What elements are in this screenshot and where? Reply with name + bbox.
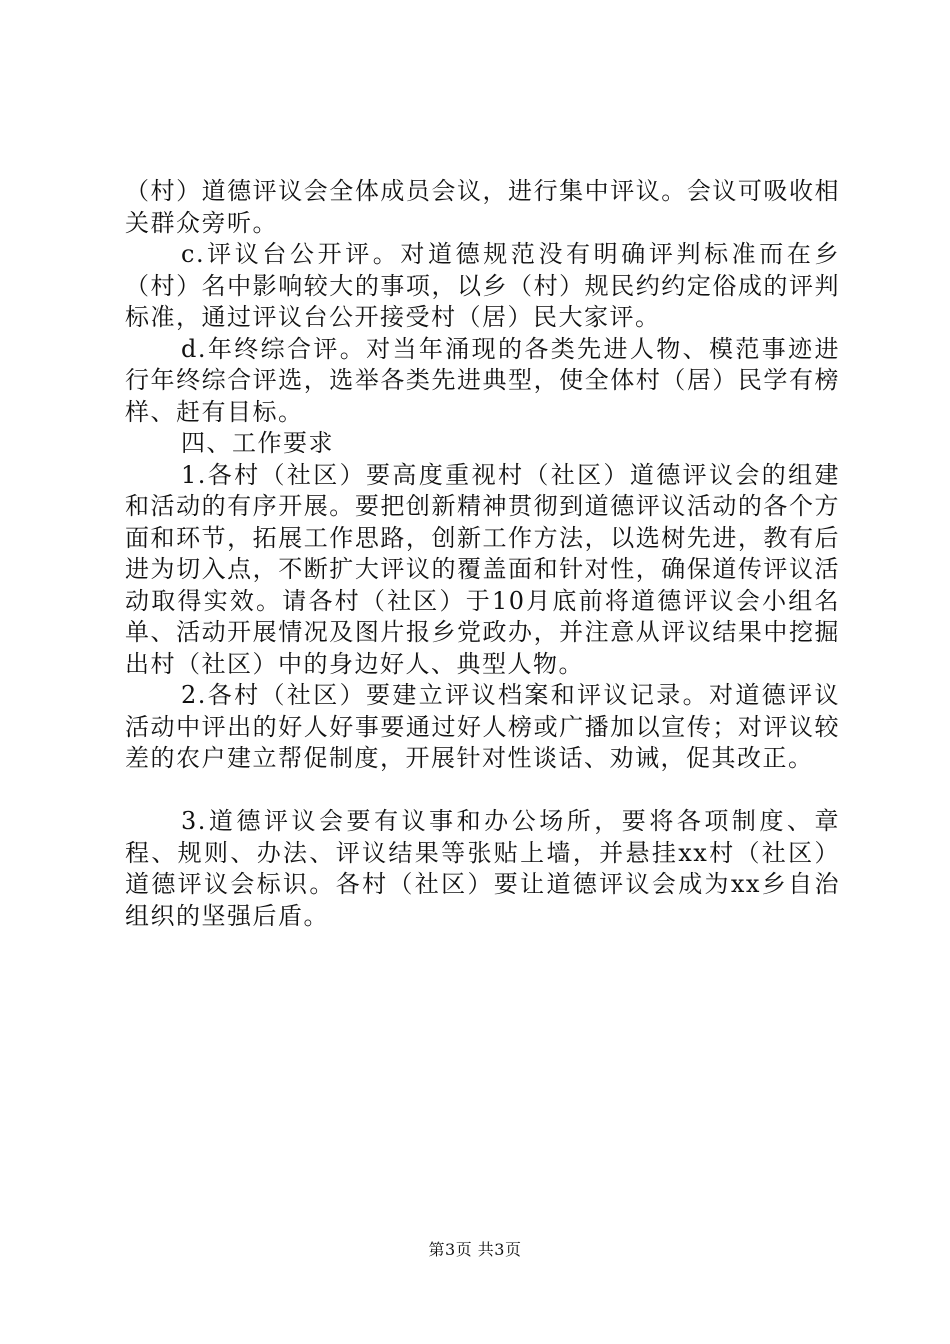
paragraph-requirement-3: 3.道德评议会要有议事和办公场所，要将各项制度、章程、规则、办法、评议结果等张贴上墙，并悬挂xx村（社区）道德评议会标识。各村（社区）要让道德评议会成为xx乡自治组织的坚强后盾。 (125, 807, 840, 930)
paragraph-requirement-2: 2.各村（社区）要建立评议档案和评议记录。对道德评议活动中评出的好人好事要通过好人榜或广播加以宣传；对评议较差的农户建立帮促制度，开展针对性谈话、劝诫，促其改正。 (125, 681, 840, 772)
paragraph-item-c: c.评议台公开评。对道德规范没有明确评判标准而在乡（村）名中影响较大的事项，以乡（村）规民约约定俗成的评判标准，通过评议台公开接受村（居）民大家评。 (125, 240, 840, 331)
paragraph-meeting-continuation: （村）道德评议会全体成员会议，进行集中评议。会议可吸收相关群众旁听。 (125, 177, 840, 237)
paragraph-item-d: d.年终综合评。对当年涌现的各类先进人物、模范事迹进行年终综合评选，选举各类先进典型，使全体村（居）民学有榜样、赶有目标。 (125, 334, 840, 426)
document-body (125, 176, 840, 932)
page-number-label: 第3页 共3页 (428, 1240, 522, 1259)
page-footer (0, 1240, 950, 1260)
paragraph-requirement-1: 1.各村（社区）要高度重视村（社区）道德评议会的组建和活动的有序开展。要把创新精神贯彻到道德评议活动的各个方面和环节，拓展工作思路，创新工作方法，以选树先进，教有后进为切入点，不断扩大评议的覆盖面和针对性，确保道传评议活动取得实效。请各村（社区）于10月底前将道德评议会小组名单、活动开展情况及图片报乡党政办，并注意从评议结果中挖掘出村（社区）中的身边好人、典型人物。 (125, 460, 840, 678)
section-heading-work-requirements: 四、工作要求 (181, 429, 334, 457)
